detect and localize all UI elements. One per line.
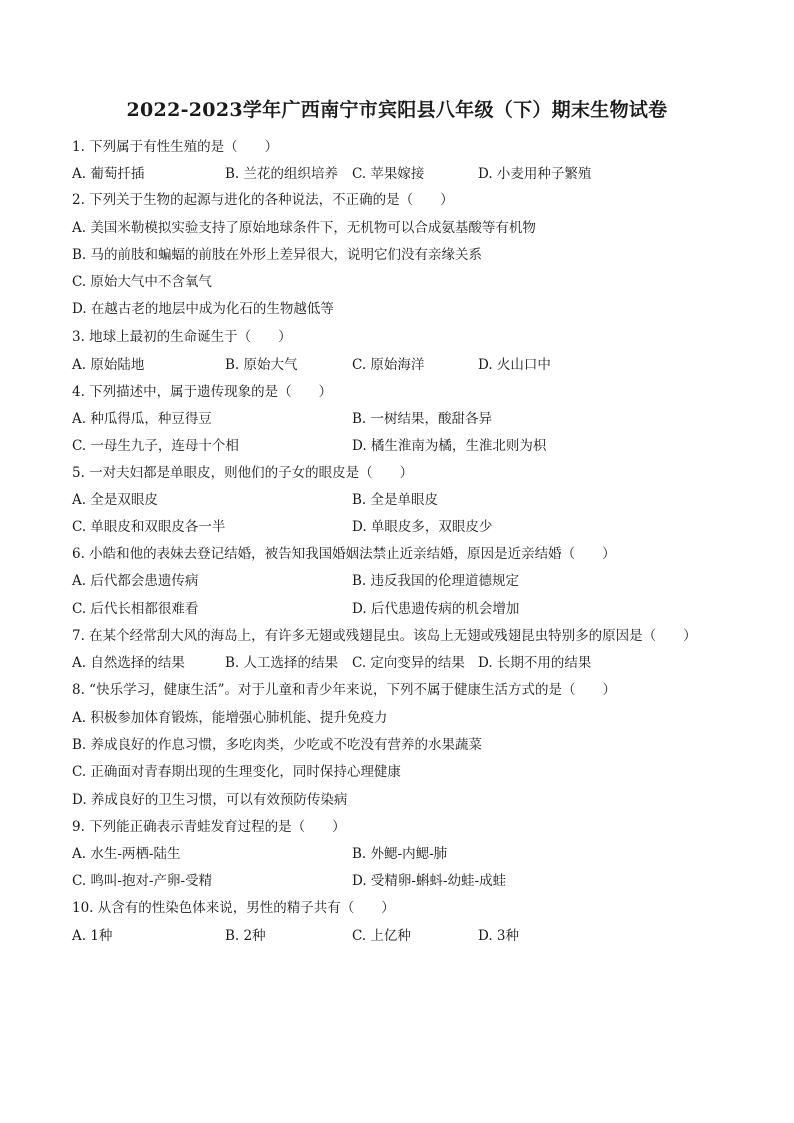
question-6-option-a: A. 后代都会患遗传病 <box>72 573 199 589</box>
question-1-option-d: D. 小麦用种子繁殖 <box>478 166 592 182</box>
question-1-options <box>72 164 732 184</box>
question-10-option-a: A. 1种 <box>72 928 113 944</box>
question-9-option-c: C. 鸣叫-抱对-产卵-受精 <box>72 873 213 889</box>
question-6-options-row-1 <box>72 571 732 591</box>
question-8-option-a: A. 积极参加体育锻炼，能增强心肺机能、提升免疫力 <box>72 710 388 726</box>
exam-title: 2022-2023学年广西南宁市宾阳县八年级（下）期末生物试卷 <box>126 99 668 121</box>
question-9-option-d: D. 受精卵-蝌蚪-幼蛙-成蛙 <box>352 873 507 889</box>
question-10-options <box>72 926 732 946</box>
question-3-option-c: C. 原始海洋 <box>352 357 425 373</box>
question-6-option-d: D. 后代患遗传病的机会增加 <box>352 601 520 617</box>
question-1-stem: 1. 下列属于有性生殖的是（ ） <box>72 139 279 155</box>
question-8-option-d: D. 养成良好的卫生习惯，可以有效预防传染病 <box>72 792 348 808</box>
question-2-option-b: B. 马的前肢和蝙蝠的前肢在外形上差异很大，说明它们没有亲缘关系 <box>72 247 483 263</box>
question-2-option-c: C. 原始大气中不含氧气 <box>72 274 212 290</box>
question-7-option-c: C. 定向变异的结果 <box>352 655 465 671</box>
question-7-option-b: B. 人工选择的结果 <box>225 655 339 671</box>
question-7-option-a: A. 自然选择的结果 <box>72 655 185 671</box>
question-6-stem: 6. 小皓和他的表妹去登记结婚，被告知我国婚姻法禁止近亲结婚，原因是近亲结婚（ ） <box>72 546 616 562</box>
question-4-option-a: A. 种瓜得瓜，种豆得豆 <box>72 411 212 427</box>
question-8-stem: 8. “快乐学习，健康生活”。对于儿童和青少年来说，下列不属于健康生活方式的是（ ） <box>72 682 616 698</box>
question-2-option-a: A. 美国米勒模拟实验支持了原始地球条件下，无机物可以合成氨基酸等有机物 <box>72 220 536 236</box>
question-9-stem: 9. 下列能正确表示青蛙发育过程的是（ ） <box>72 819 346 835</box>
question-4-option-c: C. 一母生九子，连母十个相 <box>72 438 239 454</box>
question-1-option-b: B. 兰花的组织培养 <box>225 166 339 182</box>
question-8-option-b: B. 养成良好的作息习惯，多吃肉类，少吃或不吃没有营养的水果蔬菜 <box>72 737 483 753</box>
question-4-options-row-1 <box>72 409 732 429</box>
question-3-option-d: D. 火山口中 <box>478 357 551 373</box>
question-5-stem: 5. 一对夫妇都是单眼皮，则他们的子女的眼皮是（ ） <box>72 465 414 481</box>
question-5-option-b: B. 全是单眼皮 <box>352 492 439 508</box>
question-5-options-row-1 <box>72 490 732 510</box>
question-4-option-b: B. 一树结果，酸甜各异 <box>352 411 493 427</box>
question-7-options <box>72 653 732 673</box>
question-6-option-b: B. 违反我国的伦理道德规定 <box>352 573 520 589</box>
question-2-stem: 2. 下列关于生物的起源与进化的各种说法，不正确的是（ ） <box>72 192 454 208</box>
question-3-option-b: B. 原始大气 <box>225 357 298 373</box>
question-6-option-c: C. 后代长相都很难看 <box>72 601 199 617</box>
question-10-option-c: C. 上亿种 <box>352 928 411 944</box>
question-10-option-d: D. 3种 <box>478 928 520 944</box>
question-3-option-a: A. 原始陆地 <box>72 357 145 373</box>
question-1-option-c: C. 苹果嫁接 <box>352 166 425 182</box>
question-5-option-a: A. 全是双眼皮 <box>72 492 158 508</box>
question-7-option-d: D. 长期不用的结果 <box>478 655 592 671</box>
question-10-option-b: B. 2种 <box>225 928 266 944</box>
question-8-option-c: C. 正确面对青春期出现的生理变化，同时保持心理健康 <box>72 764 401 780</box>
question-2-option-d: D. 在越古老的地层中成为化石的生物越低等 <box>72 301 334 317</box>
question-1-option-a: A. 葡萄扦插 <box>72 166 145 182</box>
question-5-option-d: D. 单眼皮多，双眼皮少 <box>352 519 493 535</box>
question-9-option-b: B. 外鳃-内鳃-肺 <box>352 846 448 862</box>
question-9-options-row-1 <box>72 844 732 864</box>
question-5-options-row-2 <box>72 517 732 537</box>
question-4-stem: 4. 下列描述中，属于遗传现象的是（ ） <box>72 384 333 400</box>
question-3-stem: 3. 地球上最初的生命诞生于（ ） <box>72 329 292 345</box>
question-4-options-row-2 <box>72 436 732 456</box>
question-10-stem: 10. 从含有的性染色体来说，男性的精子共有（ ） <box>72 900 395 916</box>
question-4-option-d: D. 橘生淮南为橘，生淮北则为枳 <box>352 438 547 454</box>
question-3-options <box>72 355 732 375</box>
question-6-options-row-2 <box>72 599 732 619</box>
question-9-option-a: A. 水生-两栖-陆生 <box>72 846 181 862</box>
question-5-option-c: C. 单眼皮和双眼皮各一半 <box>72 519 226 535</box>
question-7-stem: 7. 在某个经常刮大风的海岛上，有许多无翅或残翅昆虫。该岛上无翅或残翅昆虫特别多的原因是（ ） <box>72 628 697 644</box>
question-9-options-row-2 <box>72 871 732 891</box>
